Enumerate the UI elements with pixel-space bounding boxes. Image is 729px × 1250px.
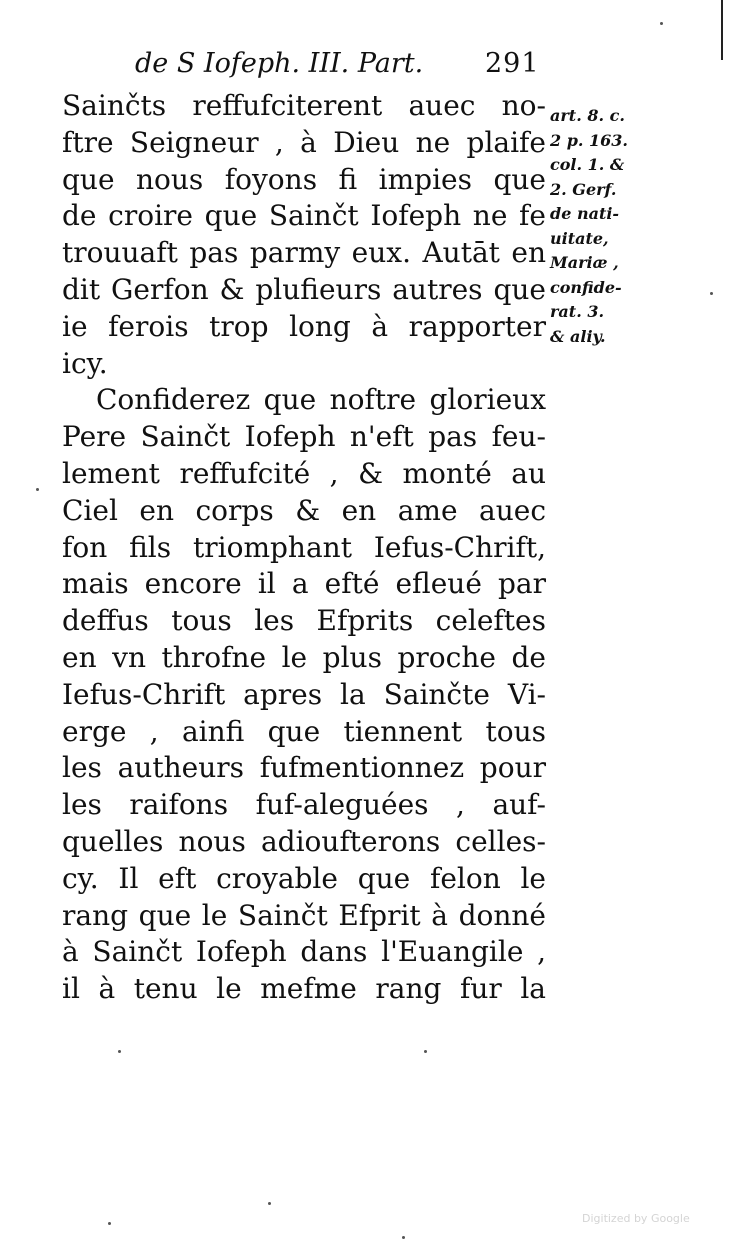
text-line: les raifons fuf-aleguées , auf- [62, 788, 546, 822]
margin-note-line: confide- [550, 277, 622, 297]
page-edge-rule [721, 0, 723, 60]
paper-speck [268, 1202, 271, 1205]
text-line: Sainčts reffufciterent auec no- [62, 89, 546, 122]
text-line: dit Gerfon & plufieurs autres que [62, 272, 546, 306]
text-line: deffus tous les Efprits celeftes [62, 604, 546, 638]
text-line: icy. [62, 346, 108, 380]
text-line: cy. Il eft croyable que felon le [62, 861, 546, 895]
text-line: à Sainčt Iofeph dans l'Euangile , [62, 935, 546, 969]
margin-note-line: col. 1. & [550, 155, 625, 174]
text-line: Confiderez que noftre glorieux [96, 383, 546, 417]
margin-note-line: 2. Gerf. [550, 179, 617, 199]
text-line: Iefus-Chrift apres la Sainčte Vi- [62, 677, 546, 711]
text-line: il à tenu le mefme rang fur la [62, 972, 546, 1006]
text-line: fon fils triomphant Iefus-Chrift, [62, 530, 546, 564]
margin-note-line: Mariæ , [550, 253, 619, 272]
margin-note-line: 2 p. 163. [550, 130, 628, 150]
running-header [135, 48, 575, 84]
margin-note-line: art. 8. c. [550, 106, 625, 125]
margin-note-line: de nati- [550, 204, 620, 223]
watermark: Digitized by Google [582, 1212, 690, 1225]
paper-speck [402, 1236, 405, 1239]
text-line: ie ferois trop long à rapporter [62, 309, 546, 343]
text-line: erge , ainfi que tiennent tous [62, 714, 546, 748]
text-line: trouuaft pas parmy eux. Autāt en [62, 236, 546, 270]
margin-note-line: uitate, [550, 228, 609, 248]
text-line: quelles nous adioufterons celles- [62, 824, 546, 858]
text-line: ftre Seigneur , à Dieu ne plaife [62, 125, 546, 159]
text-line: rang que le Sainčt Efprit à donné [62, 898, 546, 932]
text-line: que nous foyons fi impies que [62, 162, 546, 196]
running-title: de S Iofeph. III. Part. [135, 48, 424, 79]
text-line: lement reffufcité , & monté au [62, 456, 546, 490]
margin-note-line: & aliy. [550, 326, 606, 346]
paper-speck [710, 292, 713, 295]
text-line: de croire que Sainčt Iofeph ne fe [62, 199, 546, 233]
text-line: mais encore il a efté efleué par [62, 567, 546, 601]
text-line: Pere Sainčt Iofeph n'eft pas feu- [62, 420, 546, 454]
paper-speck [118, 1050, 121, 1053]
text-line: les autheurs fufmentionnez pour [62, 751, 546, 785]
margin-note-line: rat. 3. [550, 302, 605, 321]
paper-speck [36, 488, 39, 491]
page-number: 291 [485, 48, 540, 79]
paper-speck [424, 1050, 427, 1053]
paper-speck [660, 22, 663, 25]
paper-speck [108, 1222, 111, 1225]
margin-note [550, 104, 658, 349]
text-line: en vn throfne le plus proche de [62, 640, 546, 674]
body-text [62, 88, 546, 1008]
text-line: Ciel en corps & en ame auec [62, 493, 546, 527]
